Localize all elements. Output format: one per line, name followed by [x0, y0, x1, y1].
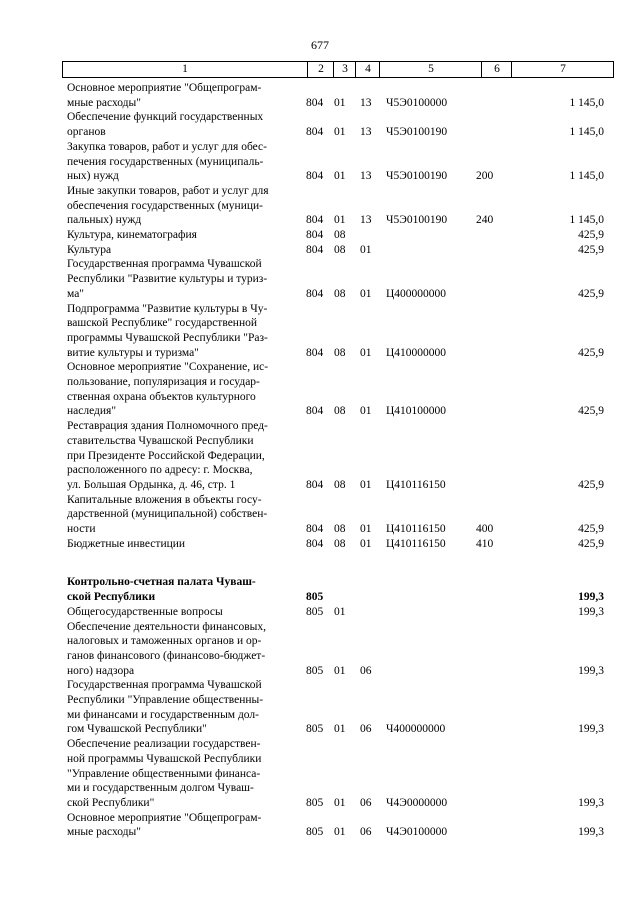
page-number: 677	[311, 38, 329, 52]
table-row	[0, 493, 640, 537]
description-line: органов	[67, 126, 106, 139]
cell-c4: 13	[360, 170, 372, 183]
description-line: ганов финансового (финансово-бюджет-	[67, 649, 266, 662]
table-row	[0, 811, 640, 840]
cell-c5: Ц410000000	[386, 346, 447, 359]
description-line: Республики "Управление общественны-	[67, 694, 264, 706]
description-line: гом Чувашской Республики"	[67, 723, 207, 736]
row-description	[67, 184, 296, 228]
table-row	[0, 110, 640, 139]
cell-c2: 805	[306, 591, 324, 604]
row-description	[67, 140, 296, 184]
row-description	[67, 110, 296, 139]
table-row	[0, 81, 640, 110]
table-row	[0, 620, 640, 679]
row-description	[67, 257, 296, 301]
cell-c3: 08	[334, 346, 346, 359]
description-line: Закупка товаров, работ и услуг для обес-	[67, 140, 267, 153]
cell-c5: Ц410116150	[386, 522, 446, 535]
row-description	[67, 737, 296, 811]
cell-c3: 08	[334, 522, 346, 535]
table-row	[0, 360, 640, 419]
description-line: ной программы Чувашской Республики	[67, 752, 262, 765]
description-line: ми финансами и государственным дол-	[67, 708, 259, 721]
cell-c7: 1 145,0	[569, 170, 604, 183]
cell-c6: 200	[476, 170, 494, 183]
cell-c3: 01	[334, 723, 346, 736]
cell-c7: 199,3	[578, 605, 604, 618]
cell-c5: Ч400000000	[386, 723, 446, 736]
cell-c3: 01	[334, 170, 346, 183]
description-line: Реставрация здания Полномочного пред-	[67, 420, 268, 433]
cell-c7: 425,9	[578, 478, 604, 491]
cell-c7: 199,3	[578, 796, 604, 809]
table-row	[0, 228, 640, 243]
cell-c6: 410	[476, 537, 494, 550]
table-row	[0, 605, 640, 620]
description-line: ской Республики	[67, 591, 156, 604]
cell-c5: Ч5Э0100000	[386, 96, 448, 109]
cell-c2: 804	[306, 405, 324, 418]
cell-c2: 804	[306, 170, 324, 183]
cell-c4: 01	[360, 537, 372, 550]
row-description	[67, 228, 296, 243]
header-col-4: 4	[355, 62, 380, 77]
cell-c2: 804	[306, 522, 324, 535]
cell-c3: 08	[334, 405, 346, 418]
description-line: Государственная программа Чувашской	[67, 679, 262, 692]
description-line: ственная охрана объектов культурного	[67, 390, 256, 403]
description-line: Республики "Развитие культуры и туриз-	[67, 273, 268, 286]
table-row	[0, 184, 640, 228]
cell-c4: 01	[360, 346, 372, 359]
description-line: мные расходы"	[67, 826, 141, 839]
cell-c4: 01	[360, 522, 372, 535]
cell-c7: 199,3	[578, 591, 604, 604]
cell-c7: 425,9	[578, 346, 604, 359]
description-line: программы Чувашской Республики "Раз-	[67, 331, 268, 344]
table-row	[0, 302, 640, 361]
cell-c2: 804	[306, 229, 324, 241]
description-line: Обеспечение деятельности финансовых,	[67, 620, 267, 633]
description-line: ми и государственным долгом Чуваш-	[67, 782, 254, 795]
description-line: дарственной (муниципальной) собствен-	[67, 508, 268, 521]
description-line: налоговых и таможенных органов и ор-	[67, 635, 262, 648]
cell-c2: 805	[306, 796, 324, 809]
cell-c6: 400	[476, 522, 494, 535]
header-col-7: 7	[511, 62, 614, 77]
cell-c7: 1 145,0	[569, 214, 604, 227]
cell-c3: 08	[334, 287, 346, 300]
description-line: мные расходы"	[67, 96, 141, 109]
cell-c3: 01	[334, 664, 346, 677]
description-line: Бюджетные инвестиции	[67, 537, 186, 550]
cell-c7: 199,3	[578, 723, 604, 736]
table-row	[0, 257, 640, 301]
cell-c3: 08	[334, 229, 346, 241]
row-description	[67, 243, 296, 258]
cell-c7: 425,9	[578, 243, 604, 256]
cell-c7: 425,9	[578, 287, 604, 300]
description-line: печения государственных (муниципаль-	[67, 155, 264, 168]
cell-c7: 425,9	[578, 229, 604, 241]
cell-c4: 13	[360, 96, 372, 109]
description-line: при Президенте Российской Федерации,	[67, 449, 265, 462]
table-row	[0, 678, 640, 737]
description-line: Обеспечение функций государственных	[67, 111, 264, 124]
cell-c3: 01	[334, 605, 346, 618]
table-row	[0, 243, 640, 258]
row-description	[67, 811, 296, 840]
cell-c3: 01	[334, 214, 346, 227]
description-line: ных) нужд	[67, 170, 119, 183]
description-line: Обеспечение реализации государствен-	[67, 738, 261, 751]
description-line: витие культуры и туризма"	[67, 346, 199, 359]
cell-c2: 804	[306, 346, 324, 359]
table-row	[0, 575, 640, 604]
table-header	[62, 61, 614, 78]
header-col-1: 1	[182, 63, 188, 75]
cell-c2: 805	[306, 826, 324, 839]
description-line: ской Республики"	[67, 796, 155, 809]
row-description	[67, 620, 296, 679]
description-line: пальных) нужд	[67, 214, 142, 227]
description-line: Основное мероприятие "Общепрограм-	[67, 811, 262, 824]
row-description	[67, 302, 296, 361]
description-line: Общегосударственные вопросы	[67, 605, 223, 618]
cell-c4: 06	[360, 796, 372, 809]
cell-c3: 08	[334, 243, 346, 256]
cell-c5: Ч5Э0100190	[386, 214, 448, 227]
row-description	[67, 678, 296, 737]
cell-c2: 804	[306, 287, 324, 300]
description-line: Капитальные вложения в объекты госу-	[67, 493, 262, 506]
cell-c3: 08	[334, 537, 346, 550]
table-row	[0, 737, 640, 811]
cell-c5: Ч4Э0000000	[386, 796, 448, 809]
description-line: ставительства Чувашской Республики	[67, 434, 254, 447]
cell-c4: 01	[360, 405, 372, 418]
cell-c7: 199,3	[578, 826, 604, 839]
description-line: наследия"	[67, 405, 117, 418]
cell-c3: 01	[334, 826, 346, 839]
description-line: Культура	[67, 243, 112, 256]
cell-c7: 425,9	[578, 522, 604, 535]
row-description	[67, 605, 296, 620]
description-line: пользование, популяризация и государ-	[67, 376, 260, 388]
header-col-6: 6	[481, 62, 512, 77]
row-description	[67, 537, 296, 552]
description-line: Контрольно-счетная палата Чуваш-	[67, 576, 256, 589]
cell-c7: 1 145,0	[569, 96, 604, 109]
cell-c5: Ц400000000	[386, 287, 447, 300]
header-col-2: 2	[307, 62, 334, 77]
cell-c2: 805	[306, 605, 324, 618]
description-line: ного) надзора	[67, 664, 135, 677]
cell-c4: 13	[360, 214, 372, 227]
cell-c2: 804	[306, 96, 324, 109]
cell-c7: 425,9	[578, 405, 604, 418]
cell-c2: 804	[306, 478, 324, 491]
cell-c4: 01	[360, 243, 372, 256]
cell-c5: Ч4Э0100000	[386, 826, 448, 839]
header-col-5: 5	[379, 62, 482, 77]
description-line: вашской Республике" государственной	[67, 317, 258, 330]
cell-c4: 01	[360, 478, 372, 491]
description-line: Подпрограмма "Развитие культуры в Чу-	[67, 302, 268, 315]
cell-c4: 13	[360, 126, 372, 139]
cell-c3: 08	[334, 478, 346, 491]
header-col-3: 3	[333, 62, 356, 77]
cell-c7: 1 145,0	[569, 126, 604, 139]
cell-c2: 804	[306, 537, 324, 550]
description-line: ма"	[67, 287, 84, 300]
row-description	[67, 81, 296, 110]
cell-c2: 804	[306, 243, 324, 256]
description-line: Иные закупки товаров, работ и услуг для	[67, 184, 269, 197]
description-line: расположенного по адресу: г. Москва,	[67, 464, 253, 477]
cell-c5: Ч5Э0100190	[386, 170, 448, 183]
cell-c6: 240	[476, 214, 494, 227]
cell-c2: 805	[306, 664, 324, 677]
cell-c2: 804	[306, 214, 324, 227]
description-line: Государственная программа Чувашской	[67, 258, 262, 271]
cell-c2: 804	[306, 126, 324, 139]
row-description	[67, 493, 296, 537]
description-line: обеспечения государственных (муници-	[67, 199, 263, 212]
cell-c4: 06	[360, 664, 372, 677]
cell-c4: 06	[360, 826, 372, 839]
cell-c3: 01	[334, 126, 346, 139]
cell-c7: 425,9	[578, 537, 604, 550]
cell-c5: Ч5Э0100190	[386, 126, 448, 139]
cell-c5: Ц410100000	[386, 405, 447, 418]
cell-c5: Ц410116150	[386, 478, 446, 491]
description-line: Основное мероприятие "Сохранение, ис-	[67, 361, 269, 374]
row-description	[67, 360, 296, 419]
cell-c7: 199,3	[578, 664, 604, 677]
cell-c4: 06	[360, 723, 372, 736]
description-line: ул. Большая Ордынка, д. 46, стр. 1	[67, 478, 236, 491]
description-line: Основное мероприятие "Общепрограм-	[67, 82, 262, 94]
description-line: Культура, кинематография	[67, 229, 197, 241]
table-row	[0, 537, 640, 552]
row-description	[67, 575, 296, 604]
cell-c3: 01	[334, 796, 346, 809]
description-line: "Управление общественными финанса-	[67, 767, 261, 780]
cell-c4: 01	[360, 287, 372, 300]
description-line: ности	[67, 523, 96, 535]
table-row	[0, 140, 640, 184]
cell-c3: 01	[334, 96, 346, 109]
row-description	[67, 419, 296, 493]
cell-c5: Ц410116150	[386, 537, 446, 550]
table-row	[0, 419, 640, 493]
cell-c2: 805	[306, 723, 324, 736]
